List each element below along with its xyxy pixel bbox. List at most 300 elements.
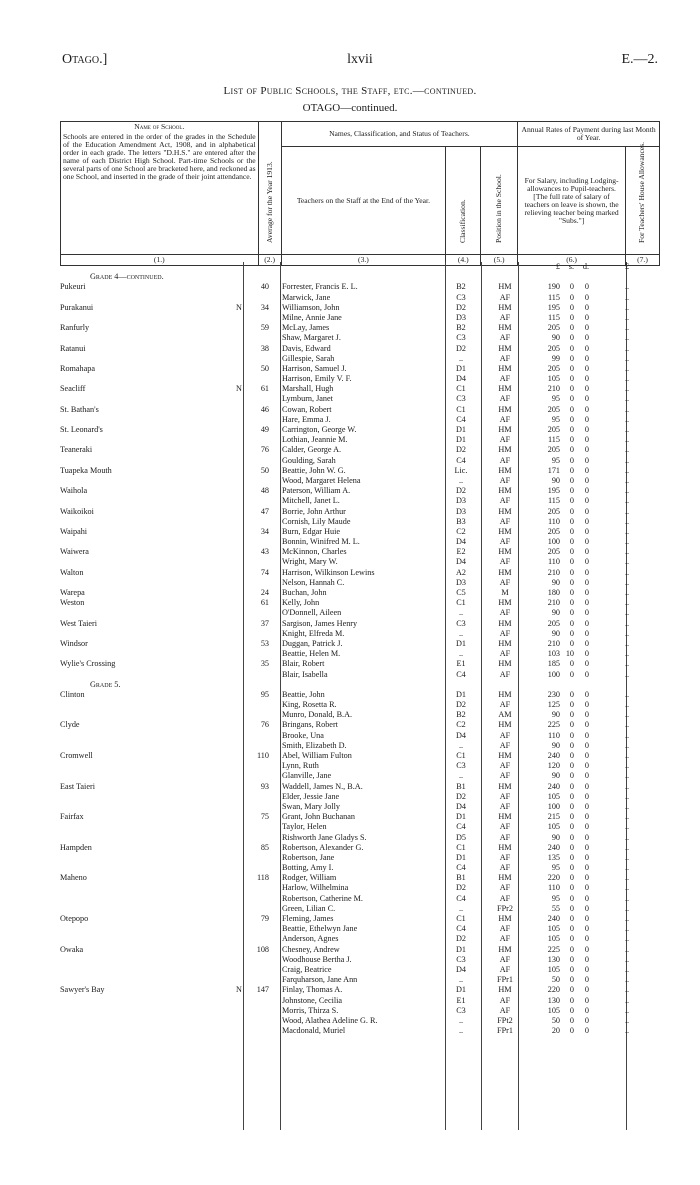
classification: B2: [456, 710, 466, 720]
col-school-header: Name of School. Schools are entered in the order of the grades in the Schedule of the Education Amendment Act, 1908, and in alphabetical order in each grade. The letters "D.H.S." are entered after the name of each District High School. Part-time Schools or the several parts of one School are bracketed here, and reckoned as one School, and inserted in the grade of their joint attendance.: [61, 122, 259, 255]
position: AF: [499, 394, 511, 404]
salary-shillings: 0: [569, 659, 574, 669]
teacher-name: Harlow, Wilhelmina: [282, 883, 349, 893]
house-allowance: ..: [624, 567, 630, 577]
teacher-name: Beattie, Helen M.: [282, 649, 341, 659]
house-allowance: ..: [624, 486, 630, 496]
salary-pence: 0: [584, 883, 589, 893]
teacher-name: Nelson, Hannah C.: [282, 577, 345, 587]
school-name: Clyde: [60, 720, 80, 730]
salary-pence: 0: [584, 944, 589, 954]
teacher-name: Bringans, Robert: [282, 720, 338, 730]
house-allowance: ..: [624, 323, 630, 333]
position: HM: [498, 944, 512, 954]
house-allowance: ..: [624, 598, 630, 608]
salary-pounds: 95: [551, 394, 560, 404]
salary-pence: 0: [584, 445, 589, 455]
table-row: [60, 476, 660, 486]
salary-shillings: 0: [569, 435, 574, 445]
house-allowance: ..: [624, 628, 630, 638]
salary-shillings: 0: [569, 954, 574, 964]
col-num: (7.): [625, 255, 659, 266]
classification: C1: [456, 842, 466, 852]
teacher-name: Robertson, Catherine M.: [282, 893, 363, 903]
school-name: Pukeuri: [60, 282, 86, 292]
salary-pence: 0: [584, 455, 589, 465]
table-row: [60, 384, 660, 394]
average-attendance: 85: [260, 842, 269, 852]
house-allowance: ..: [624, 506, 630, 516]
house-allowance: ..: [624, 964, 630, 974]
house-allowance: ..: [624, 873, 630, 883]
school-name: East Taieri: [60, 781, 95, 791]
teacher-name: Fleming, James: [282, 914, 334, 923]
teacher-name: Finlay, Thomas A.: [282, 985, 343, 995]
school-name: Ratanui: [60, 343, 86, 353]
table-row: [60, 557, 660, 567]
table-row: [60, 883, 660, 893]
salary-pounds: 110: [548, 730, 560, 740]
col-num: (6.): [518, 255, 626, 266]
classification: B2: [456, 282, 466, 292]
position: HM: [498, 567, 512, 577]
salary-pence: 0: [584, 1026, 589, 1036]
house-allowance: ..: [624, 700, 630, 710]
average-attendance: 110: [257, 751, 269, 760]
salary-shillings: 0: [569, 863, 574, 873]
salary-pence: 0: [584, 649, 589, 659]
position: AF: [499, 496, 511, 506]
position: AF: [499, 964, 511, 974]
house-allowance: ..: [624, 292, 630, 302]
teacher-name: Mitchell, Janet L.: [282, 496, 340, 506]
house-allowance: ..: [624, 638, 630, 648]
salary-shillings: 0: [569, 700, 574, 710]
classification: B3: [456, 516, 466, 526]
classification: D3: [455, 312, 466, 322]
classification: C4: [456, 455, 466, 465]
teacher-name: Farquharson, Jane Ann: [282, 975, 358, 985]
teacher-name: Beattie, John: [282, 689, 325, 699]
average-attendance: 46: [260, 404, 269, 414]
salary-pounds: 215: [547, 812, 560, 822]
classification: C4: [456, 414, 466, 424]
classification: ..: [458, 740, 464, 750]
classification: D4: [455, 374, 466, 384]
salary-pence: 0: [584, 435, 589, 445]
salary-shillings: 0: [569, 537, 574, 547]
position: AF: [499, 771, 511, 781]
table-row: [60, 354, 660, 364]
salary-pence: 0: [584, 700, 589, 710]
table-row: [60, 720, 660, 730]
position: HM: [498, 598, 512, 608]
school-name: Walton: [60, 567, 84, 577]
position: AF: [499, 1005, 511, 1015]
grade-label: Grade 4—continued.: [90, 272, 164, 282]
house-allowance: ..: [624, 995, 630, 1005]
classification: C2: [456, 720, 466, 730]
table-row: [60, 547, 660, 557]
table-row: [60, 731, 660, 741]
house-allowance: ..: [624, 822, 630, 832]
salary-shillings: 0: [569, 282, 574, 292]
salary-pence: 0: [584, 730, 589, 740]
salary-pence: 0: [584, 791, 589, 801]
school-name: Wylie's Crossing: [60, 659, 116, 669]
average-attendance: 43: [260, 547, 269, 557]
position: HM: [498, 638, 512, 648]
table-row: [60, 486, 660, 496]
salary-pence: 0: [584, 363, 589, 373]
classification: C4: [456, 924, 466, 934]
salary-pounds: 105: [547, 1005, 560, 1015]
average-attendance: 47: [260, 506, 269, 516]
teacher-name: Marshall, Hugh: [282, 384, 334, 394]
position: HM: [498, 751, 512, 760]
house-allowance: ..: [624, 761, 630, 771]
table-row: [60, 1016, 660, 1026]
salary-pounds: 220: [547, 985, 560, 995]
salary-shillings: 0: [569, 761, 574, 771]
teacher-name: Calder, George A.: [282, 445, 342, 455]
salary-pence: 0: [584, 526, 589, 536]
table-row: [60, 598, 660, 608]
salary-pence: 0: [584, 425, 589, 434]
house-allowance: ..: [624, 608, 630, 618]
salary-shillings: 0: [569, 496, 574, 506]
col-num: (2.): [258, 255, 281, 266]
table-row: [60, 466, 660, 476]
position: AF: [499, 852, 511, 862]
classification: C3: [456, 292, 466, 302]
salary-pounds: 55: [551, 903, 560, 913]
classification: D1: [455, 944, 466, 954]
position: HM: [498, 526, 512, 536]
salary-pence: 0: [584, 740, 589, 750]
salary-shillings: 0: [569, 526, 574, 536]
salary-shillings: 0: [569, 628, 574, 638]
table-row: [60, 771, 660, 781]
position: HM: [498, 812, 512, 822]
teacher-name: Davis, Edward: [282, 343, 331, 353]
col-house-allowance-header: For Teachers' House Allowances.: [625, 147, 659, 255]
salary-shillings: 0: [569, 486, 574, 496]
classification: D3: [455, 506, 466, 516]
house-allowance: ..: [624, 730, 630, 740]
position: HM: [498, 659, 512, 669]
salary-pence: 0: [584, 852, 589, 862]
salary-shillings: 0: [569, 1026, 574, 1036]
classification: ..: [458, 903, 464, 913]
salary-shillings: 0: [569, 465, 574, 475]
table-row: [60, 700, 660, 710]
average-attendance: 76: [260, 445, 269, 455]
average-attendance: 95: [260, 689, 269, 699]
teacher-name: Beattie, Ethelwyn Jane: [282, 924, 358, 934]
salary-shillings: 0: [569, 781, 574, 791]
salary-pounds: 100: [547, 537, 560, 547]
teacher-name: Kelly, John: [282, 598, 320, 608]
salary-shillings: 0: [569, 557, 574, 567]
salary-pence: 0: [584, 751, 589, 760]
salary-pounds: 115: [548, 496, 560, 506]
salary-pence: 0: [584, 557, 589, 567]
classification: D2: [455, 883, 466, 893]
classification: ..: [458, 771, 464, 781]
salary-pounds: 240: [547, 914, 560, 923]
classification: D2: [455, 343, 466, 353]
salary-shillings: 0: [569, 903, 574, 913]
salary-pence: 0: [584, 598, 589, 608]
salary-shillings: 0: [569, 598, 574, 608]
house-allowance: ..: [624, 465, 630, 475]
position: AF: [499, 537, 511, 547]
teacher-name: Woodhouse Bertha J.: [282, 954, 352, 964]
teacher-name: Blair, Robert: [282, 659, 325, 669]
salary-pounds: 90: [551, 771, 560, 781]
teacher-name: Marwick, Jane: [282, 292, 331, 302]
salary-pence: 0: [584, 781, 589, 791]
house-allowance: ..: [624, 537, 630, 547]
house-allowance: ..: [624, 475, 630, 485]
position: AF: [499, 669, 511, 679]
salary-shillings: 0: [569, 618, 574, 628]
table-row: [60, 344, 660, 354]
teacher-name: King, Rosetta R.: [282, 700, 337, 710]
grade-heading: [60, 680, 660, 690]
salary-pounds: 50: [551, 1015, 560, 1025]
teacher-name: Shaw, Margaret J.: [282, 333, 341, 343]
position: HM: [498, 465, 512, 475]
classification: ..: [458, 475, 464, 485]
teacher-name: Botting, Amy I.: [282, 863, 334, 873]
average-attendance: 147: [256, 985, 269, 995]
teacher-name: Paterson, William A.: [282, 486, 351, 496]
salary-pounds: 105: [547, 924, 560, 934]
table-row: [60, 975, 660, 985]
table-row: [60, 445, 660, 455]
salary-pence: 0: [584, 964, 589, 974]
house-allowance: ..: [624, 863, 630, 873]
col-salary-header: For Salary, including Lodging-allowances to Pupil-teachers. [The full rate of salary of teachers on leave is shown, the relieving teacher being marked "Subs."]: [518, 147, 626, 255]
salary-pounds: 220: [547, 873, 560, 883]
salary-pence: 0: [584, 720, 589, 730]
salary-pence: 0: [584, 567, 589, 577]
salary-pounds: 240: [547, 842, 560, 852]
salary-pounds: 205: [547, 323, 560, 333]
salary-pence: 0: [584, 374, 589, 384]
salary-shillings: 0: [569, 1005, 574, 1015]
school-name: Owaka: [60, 944, 84, 954]
classification: E2: [456, 547, 466, 557]
salary-shillings: 0: [569, 374, 574, 384]
salary-shillings: 0: [569, 914, 574, 923]
teacher-name: Sargison, James Henry: [282, 618, 358, 628]
table-row: [60, 853, 660, 863]
house-allowance: ..: [624, 944, 630, 954]
house-allowance: ..: [624, 374, 630, 384]
table-row: [60, 833, 660, 843]
salary-pence: 0: [584, 414, 589, 424]
table-row: [60, 670, 660, 680]
house-allowance: ..: [624, 954, 630, 964]
salary-pence: 0: [584, 312, 589, 322]
table-row: [60, 873, 660, 883]
house-allowance: ..: [624, 842, 630, 852]
table-row: [60, 415, 660, 425]
salary-pence: 0: [584, 618, 589, 628]
classification: C1: [456, 384, 466, 394]
classification: D1: [455, 985, 466, 995]
salary-pence: 0: [584, 822, 589, 832]
house-allowance: ..: [624, 557, 630, 567]
classification: C3: [456, 618, 466, 628]
salary-shillings: 0: [569, 883, 574, 893]
position: AF: [499, 374, 511, 384]
average-attendance: 76: [260, 720, 269, 730]
table-row: [60, 751, 660, 761]
salary-pounds: 205: [547, 547, 560, 557]
table-row: [60, 527, 660, 537]
table-row: [60, 985, 660, 995]
table-row: [60, 843, 660, 853]
teacher-name: Gillespie, Sarah: [282, 353, 335, 363]
salary-pounds: 210: [547, 567, 560, 577]
salary-pence: 0: [584, 608, 589, 618]
salary-pounds: 205: [547, 343, 560, 353]
grade-label: Grade 5.: [90, 679, 121, 689]
col-average-header: Average for the Year 1913.: [258, 122, 281, 255]
house-allowance: ..: [624, 312, 630, 322]
table-row: [60, 303, 660, 313]
classification: D1: [455, 689, 466, 699]
salary-pence: 0: [584, 812, 589, 822]
table-row: [60, 761, 660, 771]
salary-pounds: 90: [551, 740, 560, 750]
salary-shillings: 0: [569, 445, 574, 455]
teacher-name: Lynn, Ruth: [282, 761, 319, 771]
teacher-name: Brooke, Una: [282, 730, 324, 740]
salary-pounds: 105: [547, 964, 560, 974]
teacher-name: Macdonald, Muriel: [282, 1026, 346, 1036]
classification: D1: [455, 435, 466, 445]
salary-pence: 0: [584, 577, 589, 587]
classification: C4: [456, 893, 466, 903]
salary-pounds: 110: [548, 557, 560, 567]
house-allowance: ..: [624, 414, 630, 424]
table-row: [60, 996, 660, 1006]
salary-pounds: 105: [547, 791, 560, 801]
average-attendance: 34: [260, 526, 269, 536]
salary-pounds: 180: [547, 588, 560, 597]
house-allowance: ..: [624, 710, 630, 720]
table-row: [60, 741, 660, 751]
teacher-name: Bonnin, Winifred M. L.: [282, 537, 360, 547]
salary-pounds: 205: [547, 445, 560, 455]
table-row: [60, 374, 660, 384]
salary-pence: 0: [584, 394, 589, 404]
table-row: [60, 649, 660, 659]
position: AF: [499, 801, 511, 811]
col-num: (5.): [481, 255, 518, 266]
salary-pounds: 100: [547, 801, 560, 811]
classification: C5: [456, 588, 466, 597]
teacher-name: Chesney, Andrew: [282, 944, 340, 954]
position: AF: [499, 333, 511, 343]
classification: B2: [456, 323, 466, 333]
average-attendance: 93: [260, 781, 269, 791]
position: HM: [498, 547, 512, 557]
salary-pounds: 95: [551, 863, 560, 873]
salary-pence: 0: [584, 801, 589, 811]
salary-pence: 0: [584, 343, 589, 353]
classification: C4: [456, 669, 466, 679]
table-row: [60, 333, 660, 343]
salary-pence: 0: [584, 761, 589, 771]
salary-pounds: 205: [547, 363, 560, 373]
salary-pounds: 90: [551, 628, 560, 638]
table-row: [60, 496, 660, 506]
teacher-name: Rodger, William: [282, 873, 337, 883]
table-row: [60, 965, 660, 975]
teacher-name: Wood, Margaret Helena: [282, 475, 361, 485]
school-name: Clinton: [60, 689, 85, 699]
average-attendance: 38: [260, 343, 269, 353]
teacher-name: Smith, Elizabeth D.: [282, 740, 347, 750]
teacher-name: Harrison, Wilkinson Lewins: [282, 567, 375, 577]
salary-pence: 0: [584, 333, 589, 343]
native-school-marker: N: [236, 302, 242, 312]
average-attendance: 40: [260, 282, 269, 292]
classification: ..: [458, 628, 464, 638]
salary-pounds: 50: [551, 975, 560, 985]
teacher-name: Blair, Isabella: [282, 669, 328, 679]
classification: C3: [456, 333, 466, 343]
school-name: West Taieri: [60, 618, 98, 628]
average-attendance: 50: [260, 465, 269, 475]
house-allowance: ..: [624, 720, 630, 730]
classification: E1: [456, 995, 466, 1005]
average-attendance: 75: [260, 812, 269, 822]
classification: C1: [456, 751, 466, 760]
classification: ..: [458, 608, 464, 618]
house-allowance: ..: [624, 547, 630, 557]
table-row: [60, 323, 660, 333]
teacher-name: Taylor, Helen: [282, 822, 327, 832]
salary-shillings: 0: [569, 1015, 574, 1025]
house-allowance: ..: [624, 924, 630, 934]
salary-pounds: 20: [551, 1026, 560, 1036]
salary-shillings: 0: [569, 995, 574, 1005]
salary-pence: 0: [584, 506, 589, 516]
table-row: [60, 822, 660, 832]
header-left: Otago.]: [62, 52, 108, 67]
col-teachers-group: Names, Classification, and Status of Teachers.: [281, 122, 518, 147]
col-position-header: Position in the School.: [481, 147, 518, 255]
teacher-name: Munro, Donald, B.A.: [282, 710, 353, 720]
position: AF: [499, 414, 511, 424]
salary-pence: 0: [584, 638, 589, 648]
classification: C3: [456, 954, 466, 964]
salary-pence: 0: [584, 1015, 589, 1025]
salary-shillings: 0: [569, 751, 574, 760]
position: AF: [499, 883, 511, 893]
house-allowance: ..: [624, 689, 630, 699]
classification: D2: [455, 445, 466, 455]
salary-pounds: 205: [547, 425, 560, 434]
average-attendance: 37: [260, 618, 269, 628]
